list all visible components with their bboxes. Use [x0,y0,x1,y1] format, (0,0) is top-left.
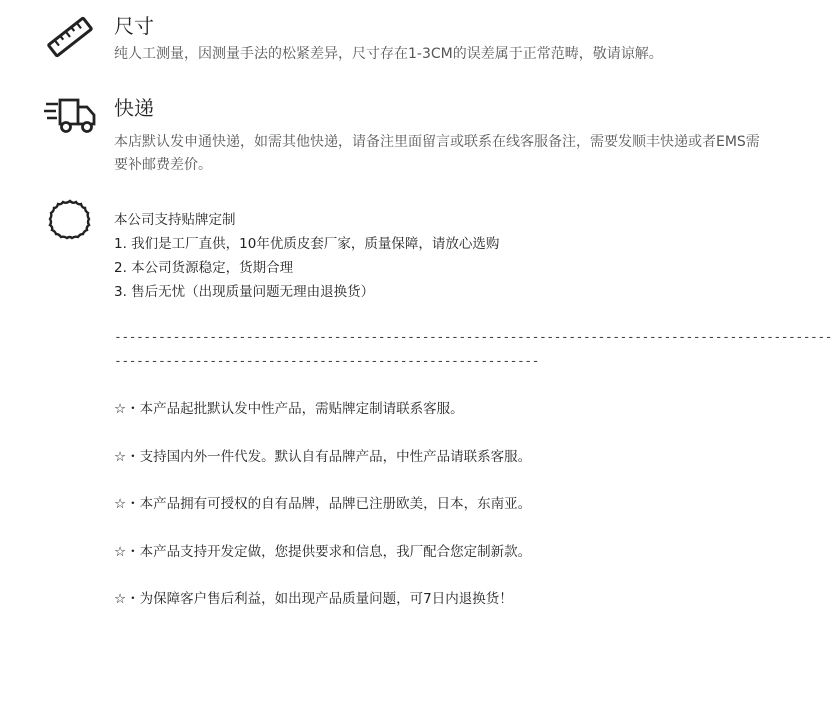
seal-badge-icon [42,198,98,244]
shipping-description: 本店默认发申通快递，如需其他快递，请备注里面留言或联系在线客服备注，需要发顺丰快递或者EMS需要补邮费差价。 [114,134,760,173]
size-description: 纯人工测量，因测量手法的松紧差异，尺寸存在1-3CM的误差属于正常范畴，敬请谅解。 [114,46,663,62]
note-item: ☆・为保障客户售后利益，如出现产品质量问题，可7日内退换货！ [114,591,513,607]
custom-line: 2. 本公司货源稳定，货期合理 [114,260,294,276]
custom-branding-text [114,208,754,304]
custom-line: 本公司支持贴牌定制 [114,212,236,228]
shipping-title: 快递 [114,96,154,120]
note-item: ☆・本产品支持开发定做，您提供要求和信息，我厂配合您定制新款。 [114,543,532,560]
divider-line: ---------------------------------------------------------- [114,354,539,369]
ruler-icon [42,14,98,60]
note-item: ☆・本产品拥有可授权的自有品牌，品牌已注册欧美，日本，东南亚。 [114,496,532,512]
divider-line: -------------------------------------------------------------------------------------------------- [114,330,832,345]
size-title: 尺寸 [114,14,154,38]
note-item: ☆・本产品起批默认发中性产品，需贴牌定制请联系客服。 [114,401,464,417]
notes-list [114,397,754,635]
dashed-divider [114,326,832,374]
note-item: ☆・支持国内外一件代发。默认自有品牌产品，中性产品请联系客服。 [114,448,532,465]
custom-line: 1. 我们是工厂直供，10年优质皮套厂家，质量保障，请放心选购 [114,236,500,252]
custom-line: 3. 售后无忧（出现质量问题无理由退换货） [114,284,375,300]
delivery-truck-icon [42,92,98,138]
